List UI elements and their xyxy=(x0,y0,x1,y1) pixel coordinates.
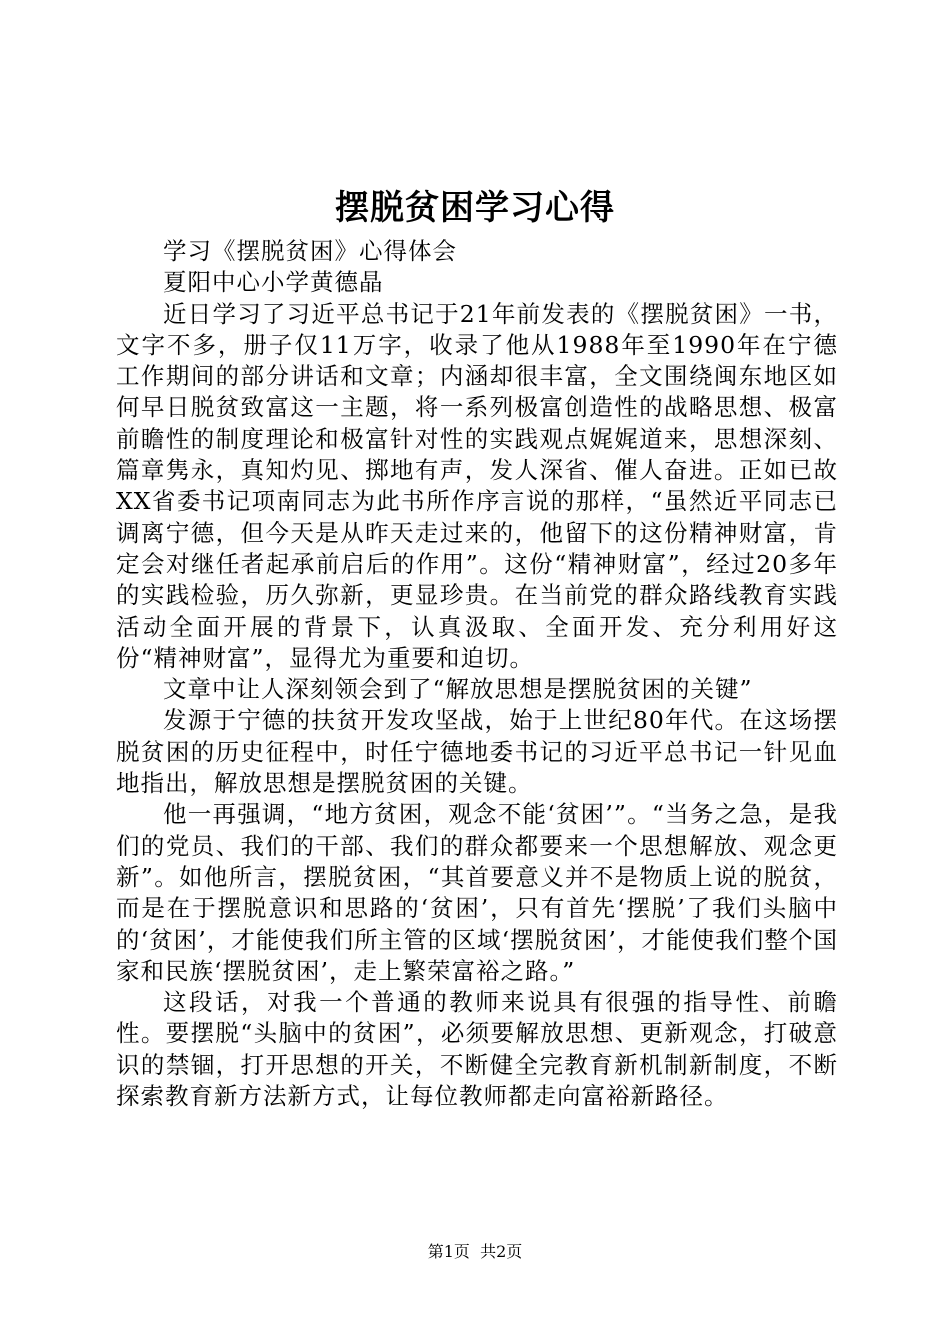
document-body xyxy=(116,236,838,1112)
footer-separator xyxy=(470,1242,480,1261)
body-paragraph: 他一再强调，“地方贫困，观念不能‘贫困’”。“当务之急，是我们的党员、我们的干部、我们的群众都要来一个思想解放、观念更新”。如他所言，摆脱贫困，“其首要意义并不是物质上说的脱贫，而是在于摆脱意识和思路的‘贫困’，只有首先‘摆脱’了我们头脑中的‘贫困’，才能使我们所主管的区域‘摆脱贫困’，才能使我们整个国家和民族‘摆脱贫困’，走上繁荣富裕之路。” xyxy=(116,800,838,985)
body-paragraph: 文章中让人深刻领会到了“解放思想是摆脱贫困的关键” xyxy=(163,675,753,704)
body-paragraph: 近日学习了习近平总书记于21年前发表的《摆脱贫困》一书，文字不多，册子仅11万字，收录了他从1988年至1990年在宁德工作期间的部分讲话和文章；内涵却很丰富，全文围绕闽东地区如何早日脱贫致富这一主题，将一系列极富创造性的战略思想、极富前瞻性的制度理论和极富针对性的实践观点娓娓道来，思想深刻、篇章隽永，真知灼见、掷地有声，发人深省、催人奋进。正如已故XX省委书记项南同志为此书所作序言说的那样，“虽然近平同志已调离宁德，但今天是从昨天走过来的，他留下的这份精神财富，肯定会对继任者起承前启后的作用”。这份“精神财富”，经过20多年的实践检验，历久弥新，更显珍贵。在当前党的群众路线教育实践活动全面开展的背景下，认真汲取、全面开发、充分利用好这份“精神财富”，显得尤为重要和迫切。 xyxy=(116,299,838,672)
page-footer xyxy=(0,1240,950,1264)
body-paragraph: 这段话，对我一个普通的教师来说具有很强的指导性、前瞻性。要摆脱“头脑中的贫困”，必须要解放思想、更新观念，打破意识的禁锢，打开思想的开关，不断健全完教育新机制新制度，不断探索教育新方法新方式，让每位教师都走向富裕新路径。 xyxy=(116,988,838,1111)
body-paragraph: 发源于宁德的扶贫开发攻坚战，始于上世纪80年代。在这场摆脱贫困的历史征程中，时任宁德地委书记的习近平总书记一针见血地指出，解放思想是摆脱贫困的关键。 xyxy=(116,706,838,798)
author-line: 夏阳中心小学黄德晶 xyxy=(163,268,384,297)
document-title: 摆脱贫困学习心得 xyxy=(335,188,615,228)
page-number: 第1页 xyxy=(427,1242,470,1261)
page-total: 共2页 xyxy=(480,1242,523,1261)
subtitle-paragraph: 学习《摆脱贫困》心得体会 xyxy=(163,237,457,265)
